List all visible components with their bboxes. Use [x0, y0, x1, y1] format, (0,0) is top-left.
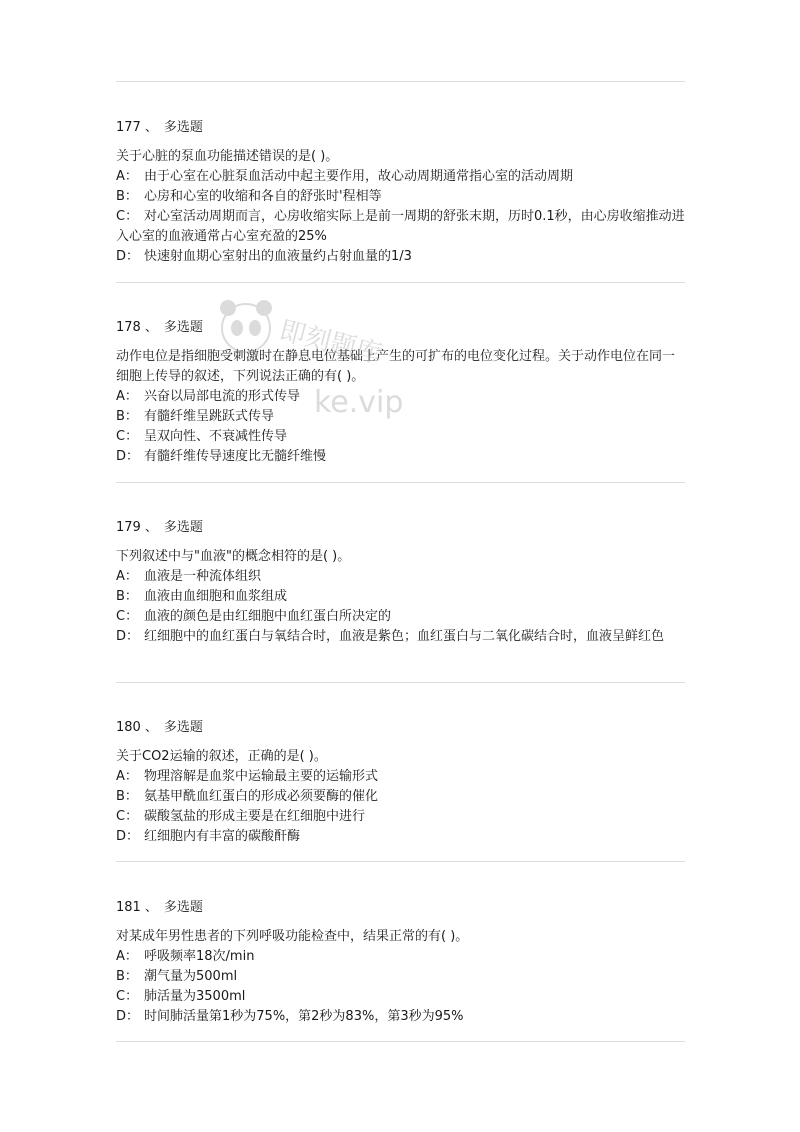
- option-letter: B：: [116, 409, 138, 424]
- question-header: [116, 718, 685, 738]
- question-stem: 动作电位是指细胞受刺激时在静息电位基础上产生的可扩布的电位变化过程。关于动作电位在同一细胞上传导的叙述，下列说法正确的有( )。: [116, 349, 676, 384]
- option-text: 氨基甲酰血红蛋白的形成必须要酶的催化: [144, 789, 379, 804]
- divider: [116, 81, 685, 82]
- question-separator: 、: [144, 120, 158, 135]
- option-d: [116, 447, 685, 467]
- question-181: [116, 898, 685, 1027]
- option-d: [116, 827, 685, 847]
- question-stem: 关于心脏的泵血功能描述错误的是( )。: [116, 149, 339, 164]
- divider: [116, 482, 685, 483]
- option-letter: C：: [116, 209, 139, 224]
- option-letter: B：: [116, 189, 138, 204]
- option-c: [116, 607, 685, 627]
- question-separator: 、: [144, 720, 158, 735]
- option-letter: D：: [116, 829, 140, 844]
- option-text: 由于心室在心脏泵血活动中起主要作用，故心动周期通常指心室的活动周期: [144, 169, 574, 184]
- option-letter: B：: [116, 789, 138, 804]
- option-text: 血液由血细胞和血浆组成: [144, 589, 288, 604]
- option-letter: D：: [116, 249, 140, 264]
- question-type: 多选题: [163, 520, 203, 535]
- question-178: [116, 315, 685, 467]
- question-180: [116, 718, 685, 847]
- option-letter: C：: [116, 989, 139, 1004]
- option-c: [116, 987, 685, 1007]
- question-179: [116, 518, 685, 647]
- question-number: 177: [116, 120, 141, 135]
- option-letter: C：: [116, 609, 139, 624]
- option-text: 有髓纤维传导速度比无髓纤维慢: [144, 449, 327, 464]
- option-a: [116, 947, 685, 967]
- divider: [116, 861, 685, 862]
- question-177: [116, 118, 685, 267]
- option-text: 物理溶解是血浆中运输最主要的运输形式: [144, 769, 379, 784]
- option-d: [116, 627, 685, 647]
- option-text: 呈双向性、不衰减性传导: [144, 429, 288, 444]
- option-letter: C：: [116, 429, 139, 444]
- question-stem: 下列叙述中与"血液"的概念相符的是( )。: [116, 549, 351, 564]
- option-d: [116, 247, 685, 267]
- option-text: 对心室活动周期而言，心房收缩实际上是前一周期的舒张末期，历时0.1秒，由心房收缩推动进入心室的血液通常占心室充盈的25%: [116, 209, 685, 244]
- option-letter: A：: [116, 949, 138, 964]
- option-text: 呼吸频率18次/min: [144, 949, 255, 964]
- option-letter: C：: [116, 809, 139, 824]
- divider: [116, 1041, 685, 1042]
- option-text: 血液的颜色是由红细胞中血红蛋白所决定的: [144, 609, 392, 624]
- divider: [116, 282, 685, 283]
- option-text: 肺活量为3500ml: [144, 989, 246, 1004]
- option-letter: D：: [116, 629, 140, 644]
- option-letter: A：: [116, 769, 138, 784]
- option-a: [116, 387, 685, 407]
- question-number: 181: [116, 900, 141, 915]
- option-a: [116, 767, 685, 787]
- question-header: [116, 898, 685, 918]
- option-text: 碳酸氢盐的形成主要是在红细胞中进行: [144, 809, 366, 824]
- question-stem: 关于CO2运输的叙述，正确的是( )。: [116, 749, 327, 764]
- option-c: [116, 207, 685, 247]
- option-a: [116, 567, 685, 587]
- question-type: 多选题: [163, 320, 203, 335]
- question-separator: 、: [144, 900, 158, 915]
- option-text: 有髓纤维呈跳跃式传导: [144, 409, 275, 424]
- option-letter: A：: [116, 569, 138, 584]
- option-b: [116, 587, 685, 607]
- divider: [116, 682, 685, 683]
- question-type: 多选题: [163, 120, 203, 135]
- option-letter: B：: [116, 589, 138, 604]
- option-letter: D：: [116, 449, 140, 464]
- question-separator: 、: [144, 520, 158, 535]
- question-header: [116, 118, 685, 138]
- option-letter: D：: [116, 1009, 140, 1024]
- question-number: 178: [116, 320, 141, 335]
- option-b: [116, 407, 685, 427]
- option-c: [116, 427, 685, 447]
- question-type: 多选题: [163, 720, 203, 735]
- option-c: [116, 807, 685, 827]
- option-b: [116, 967, 685, 987]
- option-letter: A：: [116, 169, 138, 184]
- option-letter: A：: [116, 389, 138, 404]
- option-text: 红细胞中的血红蛋白与氧结合时，血液是紫色；血红蛋白与二氧化碳结合时，血液呈鲜红色: [144, 629, 665, 644]
- option-text: 时间肺活量第1秒为75%，第2秒为83%，第3秒为95%: [144, 1009, 464, 1024]
- option-letter: B：: [116, 969, 138, 984]
- question-number: 179: [116, 520, 141, 535]
- option-text: 心房和心室的收缩和各自的舒张时'程相等: [144, 189, 382, 204]
- question-stem: 对某成年男性患者的下列呼吸功能检查中，结果正常的有( )。: [116, 929, 469, 944]
- option-text: 红细胞内有丰富的碳酸酐酶: [144, 829, 301, 844]
- question-header: [116, 518, 685, 538]
- option-text: 兴奋以局部电流的形式传导: [144, 389, 301, 404]
- option-text: 血液是一种流体组织: [144, 569, 262, 584]
- option-b: [116, 187, 685, 207]
- option-text: 快速射血期心室射出的血液量约占射血量的1/3: [144, 249, 412, 264]
- question-header: [116, 318, 685, 338]
- question-number: 180: [116, 720, 141, 735]
- watermark-text-cn: 即刻题库: [276, 315, 385, 370]
- option-d: [116, 1007, 685, 1027]
- question-separator: 、: [144, 320, 158, 335]
- option-a: [116, 167, 685, 187]
- option-text: 潮气量为500ml: [144, 969, 238, 984]
- option-b: [116, 787, 685, 807]
- question-type: 多选题: [163, 900, 203, 915]
- watermark-text-en: ke.vip: [314, 385, 404, 420]
